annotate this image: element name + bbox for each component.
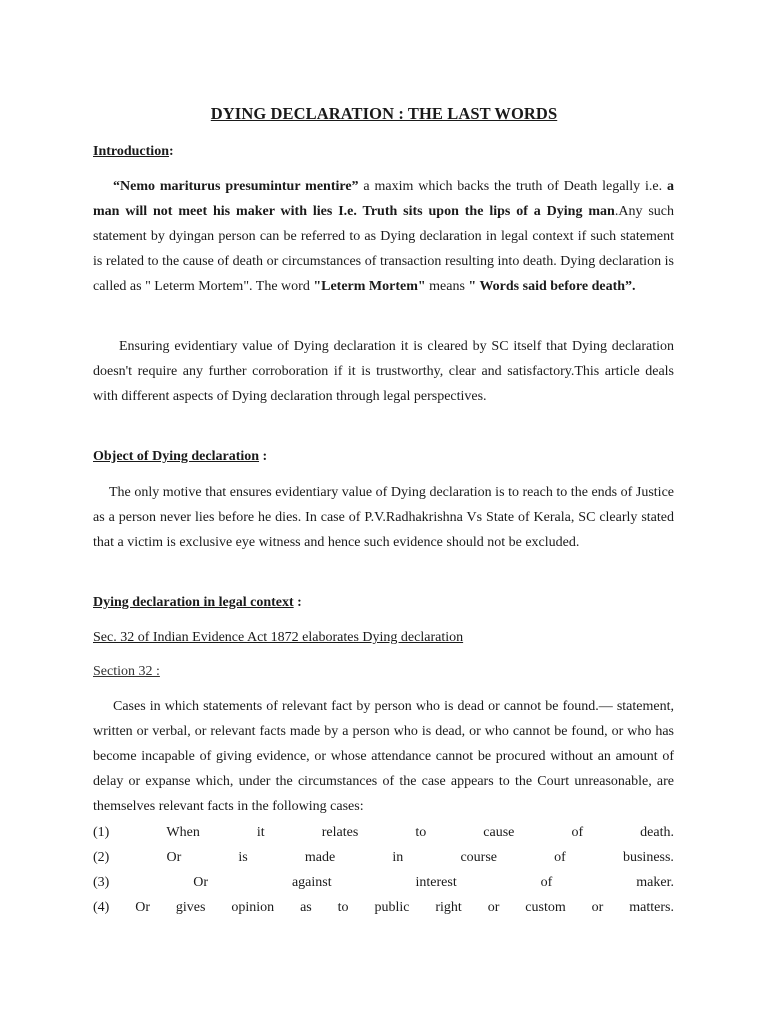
list-word: of — [571, 825, 584, 840]
intro-p1-bold-2: a man will not meet his maker with lies I.e. Truth sits upon the lips of a Dying man — [93, 179, 675, 219]
list-word: (4) — [93, 900, 110, 915]
list-word: right — [435, 900, 462, 915]
list-item — [93, 825, 674, 841]
list-item — [93, 850, 674, 866]
section-32-suffix: : — [152, 664, 160, 679]
introduction-heading — [93, 144, 174, 160]
object-heading — [93, 449, 267, 465]
object-heading-suffix: : — [259, 449, 268, 464]
intro-p1-text-3: means — [425, 279, 469, 294]
list-word: against — [291, 875, 332, 890]
object-heading-text: Object of Dying declaration — [93, 449, 260, 464]
list-word: of — [540, 875, 553, 890]
legal-context-heading — [93, 595, 302, 611]
list-word: interest — [415, 875, 457, 890]
introduction-paragraph-2 — [93, 334, 674, 409]
intro-p1-bold-4: " Words said before death”. — [468, 279, 636, 294]
list-word: matters. — [629, 900, 674, 915]
list-word: maker. — [636, 875, 674, 890]
introduction-paragraph-1 — [93, 174, 674, 299]
list-word: Or — [166, 850, 182, 865]
list-word: (2) — [93, 850, 110, 865]
list-word: (3) — [93, 875, 110, 890]
introduction-heading-suffix: : — [168, 144, 174, 159]
list-word: opinion — [231, 900, 275, 915]
list-word: is — [238, 850, 248, 865]
document-title: DYING DECLARATION : THE LAST WORDS — [210, 104, 558, 123]
list-word: gives — [175, 900, 206, 915]
list-item — [93, 900, 674, 916]
section-32-paragraph — [93, 694, 674, 819]
list-word: of — [554, 850, 566, 865]
intro-p2-text: Ensuring evidentiary value of Dying declaration it is cleared by SC itself that Dying declaration doesn't require any further corroboration if it is trustworthy, clear and satisfactory.This article deals with different aspects of Dying declaration through legal perspectives. — [93, 339, 674, 404]
list-word: When — [166, 825, 200, 840]
section-32-p-text: Cases in which statements of relevant fact by person who is dead or cannot be found.— statement, written or verbal, or relevant facts made by a person who is dead, or who cannot be found, or who has become incapable of giving evidence, or whose attendance cannot be procured without an amount of delay or expanse which, under the circumstances of the case appears to the Court unreasonable, are themselves relevant facts in the following cases: — [93, 699, 674, 814]
section-32-label — [93, 664, 160, 680]
section-32-text: Section 32 — [93, 664, 153, 679]
list-word: public — [374, 900, 410, 915]
list-word: made — [304, 850, 336, 865]
intro-p1-bold-3: "Leterm Mortem" — [313, 279, 426, 294]
list-word: business. — [622, 850, 674, 865]
list-word: it — [256, 825, 265, 840]
list-word: Or — [193, 875, 209, 890]
list-word: course — [460, 850, 497, 865]
object-p-text: The only motive that ensures evidentiary value of Dying declaration is to reach to the ends of Justice as a person never lies before he dies. In case of P.V.Radhakrishna Vs State of Kerala, SC clearly stated that a victim is exclusive eye witness and hence such evidence should not be excluded. — [93, 485, 674, 550]
introduction-heading-text: Introduction — [93, 144, 169, 159]
list-word: (1) — [93, 825, 110, 840]
list-word: or — [487, 900, 500, 915]
list-word: as — [300, 900, 312, 915]
list-word: relates — [321, 825, 359, 840]
list-word: to — [415, 825, 427, 840]
maxim-text: “Nemo mariturus presumintur mentire” — [113, 179, 359, 194]
legal-context-heading-text: Dying declaration in legal context — [93, 595, 294, 610]
list-word: cause — [483, 825, 515, 840]
object-paragraph — [93, 480, 674, 555]
list-word: in — [392, 850, 404, 865]
intro-p1-text-1: a maxim which backs the truth of Death legally i.e. — [358, 179, 668, 194]
list-item — [93, 875, 674, 891]
legal-context-heading-suffix: : — [293, 595, 302, 610]
list-word: to — [337, 900, 349, 915]
list-word: Or — [135, 900, 151, 915]
section-reference-line: Sec. 32 of Indian Evidence Act 1872 elaborates Dying declaration — [93, 630, 464, 645]
list-word: custom — [525, 900, 566, 915]
list-word: death. — [640, 825, 674, 840]
list-word: or — [591, 900, 604, 915]
intro-p1-text-2: .Any such statement by dyingan person can be referred to as Dying declaration in legal context if such statement is related to the cause of death or circumstances of transaction resulting into death. Dying declaration is called as " Leterm Mortem". The word — [93, 204, 674, 294]
